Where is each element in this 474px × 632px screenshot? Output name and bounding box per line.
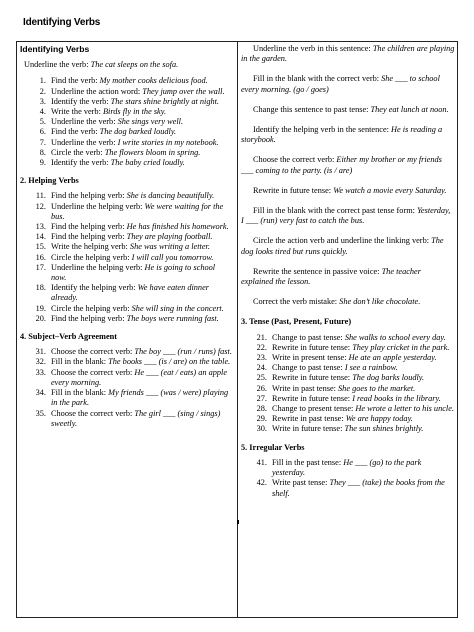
worksheet-table — [16, 41, 458, 618]
question-number: 7. — [39, 137, 46, 147]
question-text — [51, 357, 232, 367]
question-sentence: She is dancing beautifully. — [126, 191, 215, 201]
left-column-title: Identifying Verbs — [20, 44, 90, 54]
question-sentence: My mother cooks delicious food. — [99, 76, 208, 86]
question-number: 6. — [39, 127, 46, 137]
question-paragraph — [241, 125, 455, 145]
question-number: 19. — [35, 303, 46, 313]
question-number: 16. — [35, 252, 46, 262]
question-item — [20, 158, 232, 168]
question-prompt: Underline the action word: — [51, 86, 143, 96]
question-sentence: The flowers bloom in spring. — [104, 147, 201, 157]
question-number: 41. — [256, 457, 267, 467]
question-text — [51, 191, 232, 201]
question-item — [241, 363, 455, 373]
question-number: 29. — [256, 414, 267, 424]
question-text — [51, 107, 232, 117]
question-text — [272, 424, 455, 434]
question-item — [20, 222, 232, 232]
question-prompt: Find the helping verb: — [51, 232, 127, 242]
question-number: 34. — [35, 388, 46, 398]
question-prompt: Fill in the blank: — [51, 357, 109, 367]
question-sentence: They eat lunch at noon. — [370, 104, 449, 114]
question-text — [51, 87, 232, 97]
worksheet-section — [241, 443, 455, 499]
left-sections — [20, 176, 232, 429]
question-number: 23. — [256, 353, 267, 363]
question-prompt: Fill in the blank: — [51, 388, 109, 398]
question-sentence: He is reading a storybook. — [241, 125, 443, 145]
question-item — [20, 283, 232, 303]
question-paragraph — [241, 267, 455, 287]
worksheet-section — [241, 317, 455, 434]
question-sentence: He ate an apple yesterday. — [348, 353, 437, 363]
question-sentence: We were waiting for the bus. — [51, 201, 224, 221]
question-item — [241, 458, 455, 478]
question-prompt: Identify the helping verb: — [51, 283, 138, 293]
question-prompt: Write the helping verb: — [51, 242, 130, 252]
question-item — [20, 357, 232, 367]
question-item — [20, 117, 232, 127]
question-prompt: Fill in the blank with the correct past tense form: — [253, 206, 418, 216]
question-sentence: He ___ (go) to the park yesterday. — [272, 457, 422, 478]
question-item — [20, 232, 232, 242]
question-sentence: I will call you tomorrow. — [131, 252, 214, 262]
question-sentence: The teacher explained the lesson. — [241, 266, 421, 287]
page-title: Identifying Verbs — [23, 17, 101, 28]
question-text — [51, 263, 232, 283]
question-text — [272, 373, 455, 383]
question-sentence: Birds fly in the sky. — [102, 107, 167, 117]
question-item — [20, 314, 232, 324]
question-number: 15. — [35, 242, 46, 252]
question-sentence: The dog looks tired but runs quickly. — [241, 236, 444, 256]
question-sentence: She was writing a letter. — [129, 242, 210, 252]
question-prompt: Rewrite the sentence in passive voice: — [253, 266, 382, 276]
question-item — [20, 191, 232, 201]
question-text — [51, 388, 232, 408]
question-prompt: Circle the action verb and underline the linking verb: — [253, 236, 432, 246]
question-prompt: Correct the verb mistake: — [253, 297, 340, 307]
question-prompt: Rewrite in future tense: — [272, 373, 353, 383]
question-sentence: The boys were running fast. — [126, 313, 219, 323]
question-prompt: Rewrite in past tense: — [272, 414, 346, 424]
question-paragraph — [241, 236, 455, 256]
question-paragraph — [241, 206, 455, 226]
question-item — [241, 478, 455, 498]
question-prompt: Fill in the past tense: — [272, 457, 344, 467]
question-sentence: The dog barks loudly. — [352, 373, 425, 383]
question-number: 9. — [39, 158, 46, 168]
question-number: 32. — [35, 357, 46, 367]
question-prompt: Choose the correct verb: — [51, 367, 135, 377]
question-text — [51, 314, 232, 324]
question-sentence: The children are playing in the garden. — [241, 44, 455, 64]
question-number: 24. — [256, 363, 267, 373]
question-text — [51, 202, 232, 222]
question-sentence: I write stories in my notebook. — [117, 137, 219, 147]
question-item — [20, 97, 232, 107]
question-prompt: Change to present tense: — [272, 404, 356, 414]
question-item — [20, 148, 232, 158]
question-prompt: Find the verb: — [51, 127, 100, 137]
question-prompt: Identify the verb: — [51, 158, 111, 168]
question-number: 3. — [39, 96, 46, 106]
question-item — [20, 368, 232, 388]
question-sentence: I read books in the library. — [352, 393, 441, 403]
question-sentence: They ___ (take) the books from the shelf. — [272, 478, 445, 498]
question-number: 31. — [35, 347, 46, 357]
question-prompt: Rewrite in future tense: — [253, 185, 334, 195]
question-text — [272, 333, 455, 343]
right-sections — [241, 317, 455, 498]
question-sentence: The books ___ (is / are) on the table. — [108, 357, 231, 367]
left-column — [20, 44, 232, 429]
question-text — [272, 384, 455, 394]
question-text — [51, 127, 232, 137]
question-number: 35. — [35, 408, 46, 418]
question-item — [20, 127, 232, 137]
question-item — [20, 347, 232, 357]
left-question-list — [20, 76, 232, 168]
section-heading: 4. Subject–Verb Agreement — [20, 332, 118, 342]
question-prompt: Underline the helping verb: — [51, 201, 145, 211]
question-item — [20, 76, 232, 86]
question-prompt: Identify the helping verb in the sentence: — [253, 125, 392, 135]
question-prompt: Choose the correct verb: — [51, 408, 135, 418]
question-item — [241, 394, 455, 404]
question-sentence: I see a rainbow. — [344, 363, 398, 373]
question-text — [272, 353, 455, 363]
question-prompt: Underline the helping verb: — [51, 262, 145, 272]
question-text — [51, 97, 232, 107]
question-paragraph — [241, 105, 455, 115]
worksheet-section — [20, 332, 232, 429]
question-sentence: She walks to school every day. — [344, 332, 446, 342]
question-item — [20, 388, 232, 408]
question-number: 33. — [35, 367, 46, 377]
question-text — [51, 76, 232, 86]
question-sentence: The girl ___ (sing / sings) sweetly. — [51, 408, 221, 428]
column-divider — [237, 42, 238, 617]
question-sentence: He ___ (eat / eats) an apple every morning. — [51, 367, 228, 387]
question-prompt: Find the helping verb: — [51, 313, 127, 323]
question-text — [51, 368, 232, 388]
question-item — [20, 253, 232, 263]
question-paragraph — [241, 155, 455, 175]
question-number: 2. — [39, 86, 46, 96]
question-text — [51, 148, 232, 158]
question-sentence: He wrote a letter to his uncle. — [355, 404, 454, 414]
question-number: 1. — [39, 76, 46, 86]
question-number: 12. — [35, 201, 46, 211]
question-number: 4. — [39, 107, 46, 117]
question-paragraph — [241, 186, 455, 196]
question-prompt: Find the verb: — [51, 76, 100, 86]
question-prompt: Find the helping verb: — [51, 222, 127, 232]
question-text — [51, 283, 232, 303]
question-number: 28. — [256, 404, 267, 414]
question-text — [272, 343, 455, 353]
question-item — [241, 384, 455, 394]
question-prompt: Circle the verb: — [51, 147, 105, 157]
question-item — [241, 404, 455, 414]
question-sentence: We watch a movie every Saturday. — [333, 185, 447, 195]
question-item — [20, 202, 232, 222]
question-sentence: She will sing in the concert. — [131, 303, 224, 313]
question-prompt: Find the helping verb: — [51, 191, 127, 201]
question-prompt: Underline the verb: — [51, 117, 118, 127]
question-item — [241, 333, 455, 343]
question-number: 14. — [35, 232, 46, 242]
question-prompt: Circle the helping verb: — [51, 252, 132, 262]
question-number: 30. — [256, 424, 267, 434]
question-prompt: Write in past tense: — [272, 383, 339, 393]
question-sentence: Yesterday, I ___ (run) very fast to catch the bus. — [241, 206, 451, 226]
question-sentence: The cat sleeps on the sofa. — [90, 60, 179, 70]
question-sentence: The dog barked loudly. — [99, 127, 177, 137]
question-text — [51, 117, 232, 127]
question-sentence: They jump over the wall. — [142, 86, 225, 96]
question-sentence: He has finished his homework. — [126, 222, 229, 232]
question-prompt: Choose the correct verb: — [253, 155, 337, 165]
question-number: 13. — [35, 222, 46, 232]
question-paragraph — [241, 297, 455, 307]
question-sentence: She goes to the market. — [338, 383, 416, 393]
question-text — [51, 158, 232, 168]
question-paragraph — [241, 74, 455, 94]
question-paragraph — [241, 44, 455, 64]
question-text — [272, 404, 455, 414]
question-prompt: Write in future tense: — [272, 424, 345, 434]
question-prompt: Identify the verb: — [51, 96, 111, 106]
question-text — [272, 478, 455, 498]
question-number: 21. — [256, 332, 267, 342]
question-item — [20, 304, 232, 314]
intro-question — [24, 60, 232, 70]
question-sentence: They play cricket in the park. — [352, 342, 450, 352]
question-number: 27. — [256, 393, 267, 403]
question-sentence: She don’t like chocolate. — [339, 297, 421, 307]
question-text — [51, 138, 232, 148]
question-text — [51, 222, 232, 232]
question-prompt: Underline the verb in this sentence: — [253, 44, 373, 53]
question-number: 20. — [35, 313, 46, 323]
question-text — [51, 232, 232, 242]
question-text — [272, 363, 455, 373]
question-sentence: We have eaten dinner already. — [51, 283, 209, 303]
question-prompt: Underline the verb: — [24, 60, 91, 70]
question-prompt: Rewrite in future tense: — [272, 342, 353, 352]
question-item — [20, 263, 232, 283]
question-sentence: She sings very well. — [117, 117, 184, 127]
question-prompt: Write past tense: — [272, 478, 330, 488]
question-number: 8. — [39, 147, 46, 157]
question-number: 17. — [35, 262, 46, 272]
question-text — [272, 414, 455, 424]
question-text — [51, 347, 232, 357]
question-prompt: Write the verb: — [51, 107, 103, 117]
question-prompt: Change to past tense: — [272, 363, 345, 373]
question-sentence: He is going to school now. — [51, 262, 216, 283]
question-item — [241, 424, 455, 434]
right-column — [241, 44, 455, 499]
question-text — [51, 242, 232, 252]
question-prompt: Rewrite in future tense: — [272, 393, 353, 403]
question-number: 18. — [35, 283, 46, 293]
question-sentence: They are playing football. — [126, 232, 213, 242]
question-sentence: The boy ___ (run / runs) fast. — [134, 347, 232, 357]
question-prompt: Write in present tense: — [272, 353, 349, 363]
question-prompt: Fill in the blank with the correct verb: — [253, 74, 382, 84]
question-number: 22. — [256, 342, 267, 352]
question-item — [241, 373, 455, 383]
question-item — [20, 87, 232, 97]
question-item — [20, 107, 232, 117]
worksheet-section — [20, 176, 232, 324]
right-question-list — [241, 44, 455, 307]
question-text — [51, 304, 232, 314]
question-prompt: Underline the verb: — [51, 137, 118, 147]
question-sentence: My friends ___ (was / were) playing in the park. — [51, 388, 229, 408]
section-heading: 5. Irregular Verbs — [241, 442, 305, 452]
question-number: 42. — [256, 478, 267, 488]
question-text — [51, 409, 232, 429]
question-item — [241, 414, 455, 424]
question-item — [241, 353, 455, 363]
section-heading: 2. Helping Verbs — [20, 176, 79, 186]
question-number: 26. — [256, 383, 267, 393]
question-number: 5. — [39, 117, 46, 127]
question-prompt: Choose the correct verb: — [51, 347, 135, 357]
section-heading: 3. Tense (Past, Present, Future) — [241, 317, 352, 327]
question-item — [20, 138, 232, 148]
question-sentence: She ___ to school every morning. (go / goes) — [241, 74, 440, 94]
page-mark — [237, 520, 239, 524]
question-text — [272, 394, 455, 404]
question-number: 11. — [35, 191, 46, 201]
question-sentence: The baby cried loudly. — [110, 158, 185, 168]
question-prompt: Circle the helping verb: — [51, 303, 132, 313]
question-sentence: We are happy today. — [345, 414, 413, 424]
question-item — [20, 409, 232, 429]
question-text — [51, 253, 232, 263]
question-item — [20, 242, 232, 252]
question-sentence: The stars shine brightly at night. — [110, 96, 219, 106]
question-sentence: The sun shines brightly. — [344, 424, 424, 434]
question-sentence: Either my brother or my friends ___ coming to the party. (is / are) — [241, 155, 442, 175]
question-prompt: Change this sentence to past tense: — [253, 104, 371, 114]
question-number: 25. — [256, 373, 267, 383]
question-text — [272, 458, 455, 478]
question-prompt: Change to past tense: — [272, 332, 345, 342]
question-item — [241, 343, 455, 353]
